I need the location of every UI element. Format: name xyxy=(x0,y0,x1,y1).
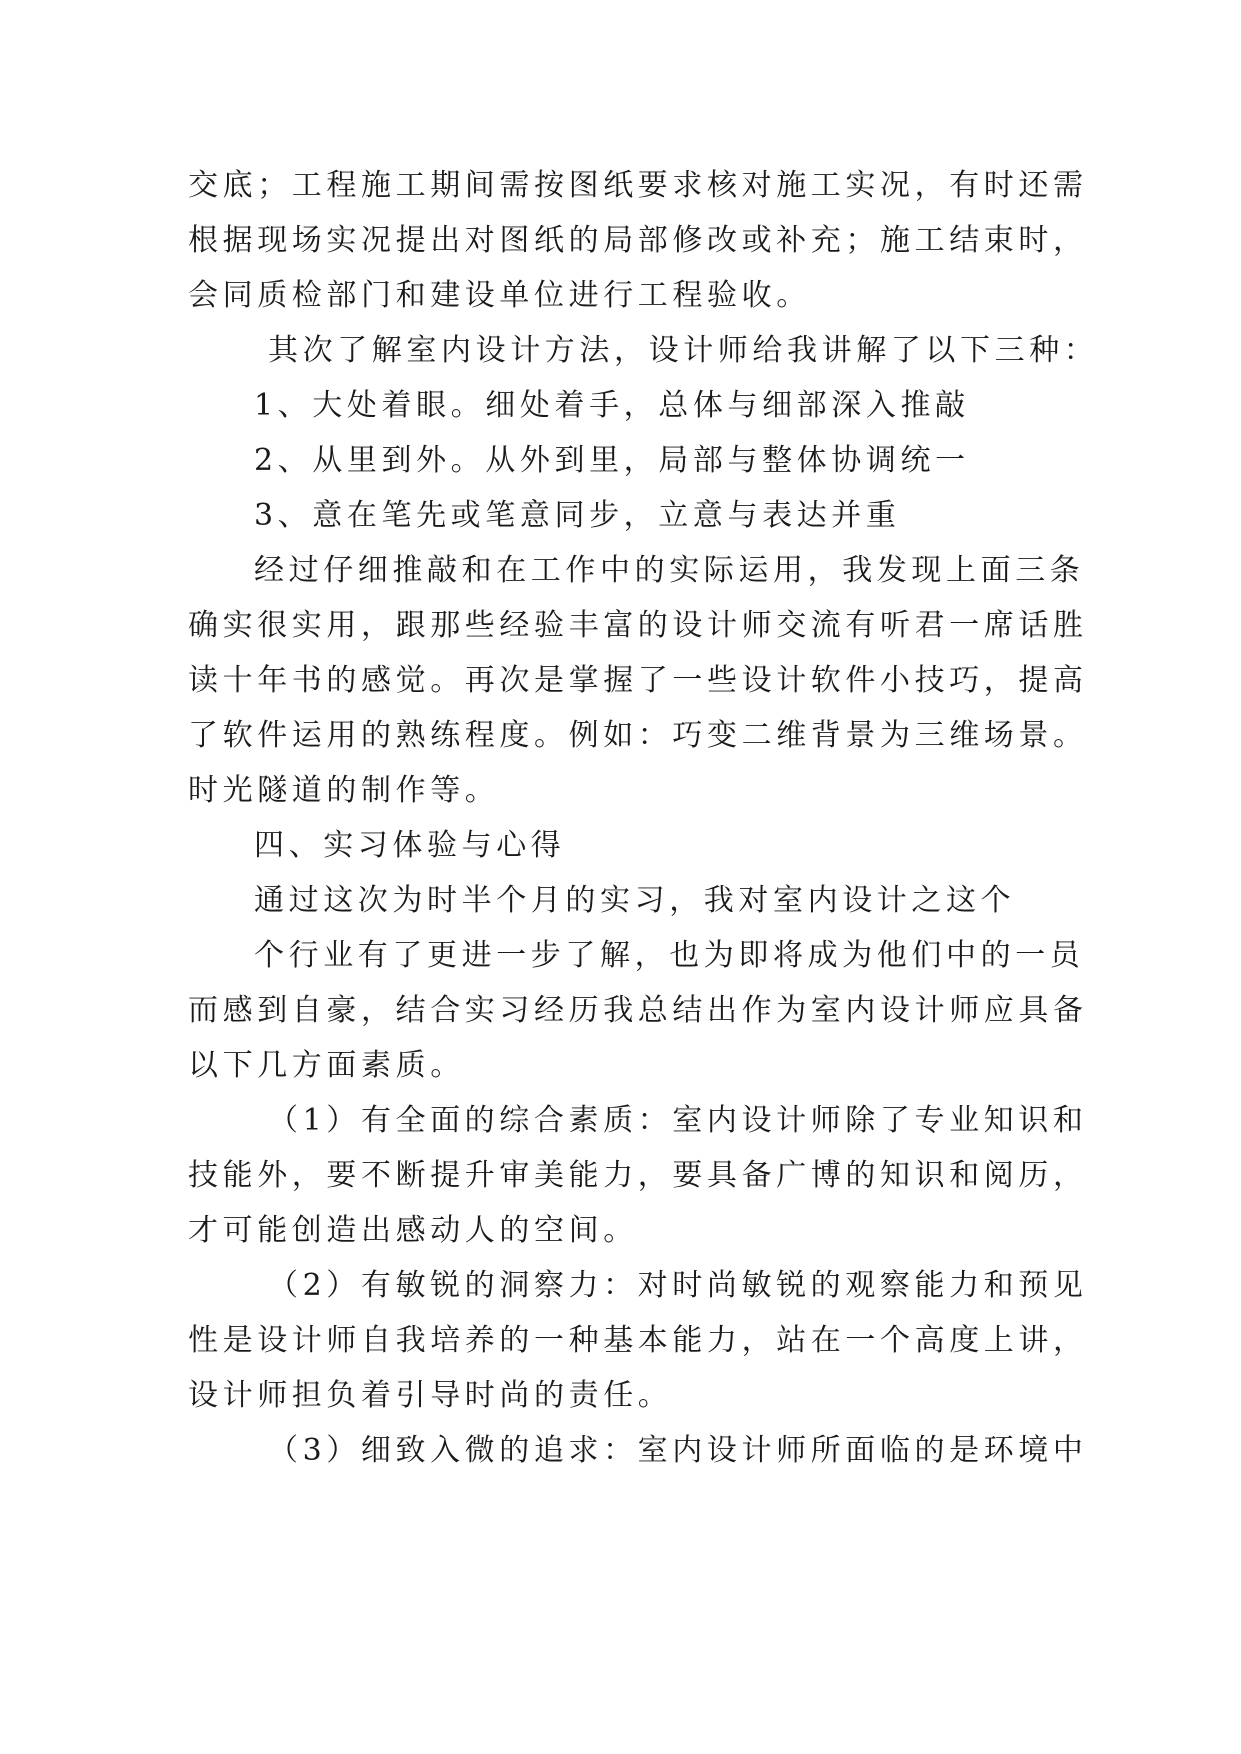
text-line: 以下几方面素质。 xyxy=(188,1048,465,1083)
text-line: 经过仔细推敲和在工作中的实际运用，我发现上面三条 xyxy=(254,553,1085,588)
text-line: 时光隧道的制作等。 xyxy=(188,773,500,808)
text-line: 性是设计师自我培养的一种基本能力，站在一个高度上讲， xyxy=(188,1323,1088,1358)
text-line: 技能外，要不断提升审美能力，要具备广博的知识和阅历， xyxy=(188,1158,1088,1193)
text-line: 通过这次为时半个月的实习，我对室内设计之这个 xyxy=(254,883,1016,918)
text-line: 交底；工程施工期间需按图纸要求核对施工实况，有时还需 xyxy=(188,168,1088,203)
text-line: （2）有敏锐的洞察力：对时尚敏锐的观察能力和预见 xyxy=(268,1268,1088,1303)
text-line: 会同质检部门和建设单位进行工程验收。 xyxy=(188,278,811,313)
section-heading: 四、实习体验与心得 xyxy=(254,828,566,863)
list-item: 2、从里到外。从外到里，局部与整体协调统一 xyxy=(254,443,970,478)
list-item: 1、大处着眼。细处着手，总体与细部深入推敲 xyxy=(254,388,970,423)
list-item: 3、意在笔先或笔意同步，立意与表达并重 xyxy=(254,498,901,533)
text-line: 而感到自豪，结合实习经历我总结出作为室内设计师应具备 xyxy=(188,993,1088,1028)
text-line: （1）有全面的综合素质：室内设计师除了专业知识和 xyxy=(268,1103,1088,1138)
text-line: 根据现场实况提出对图纸的局部修改或补充；施工结束时， xyxy=(188,223,1088,258)
text-line: （3）细致入微的追求：室内设计师所面临的是环境中 xyxy=(268,1433,1088,1468)
text-line: 设计师担负着引导时尚的责任。 xyxy=(188,1378,673,1413)
text-line: 才可能创造出感动人的空间。 xyxy=(188,1213,638,1248)
text-line: 其次了解室内设计方法，设计师给我讲解了以下三种： xyxy=(268,333,1099,368)
text-line: 确实很实用，跟那些经验丰富的设计师交流有听君一席话胜 xyxy=(188,608,1088,643)
text-line: 了软件运用的熟练程度。例如：巧变二维背景为三维场景。 xyxy=(188,718,1088,753)
text-line: 读十年书的感觉。再次是掌握了一些设计软件小技巧，提高 xyxy=(188,663,1088,698)
text-line: 个行业有了更进一步了解，也为即将成为他们中的一员 xyxy=(254,938,1085,973)
